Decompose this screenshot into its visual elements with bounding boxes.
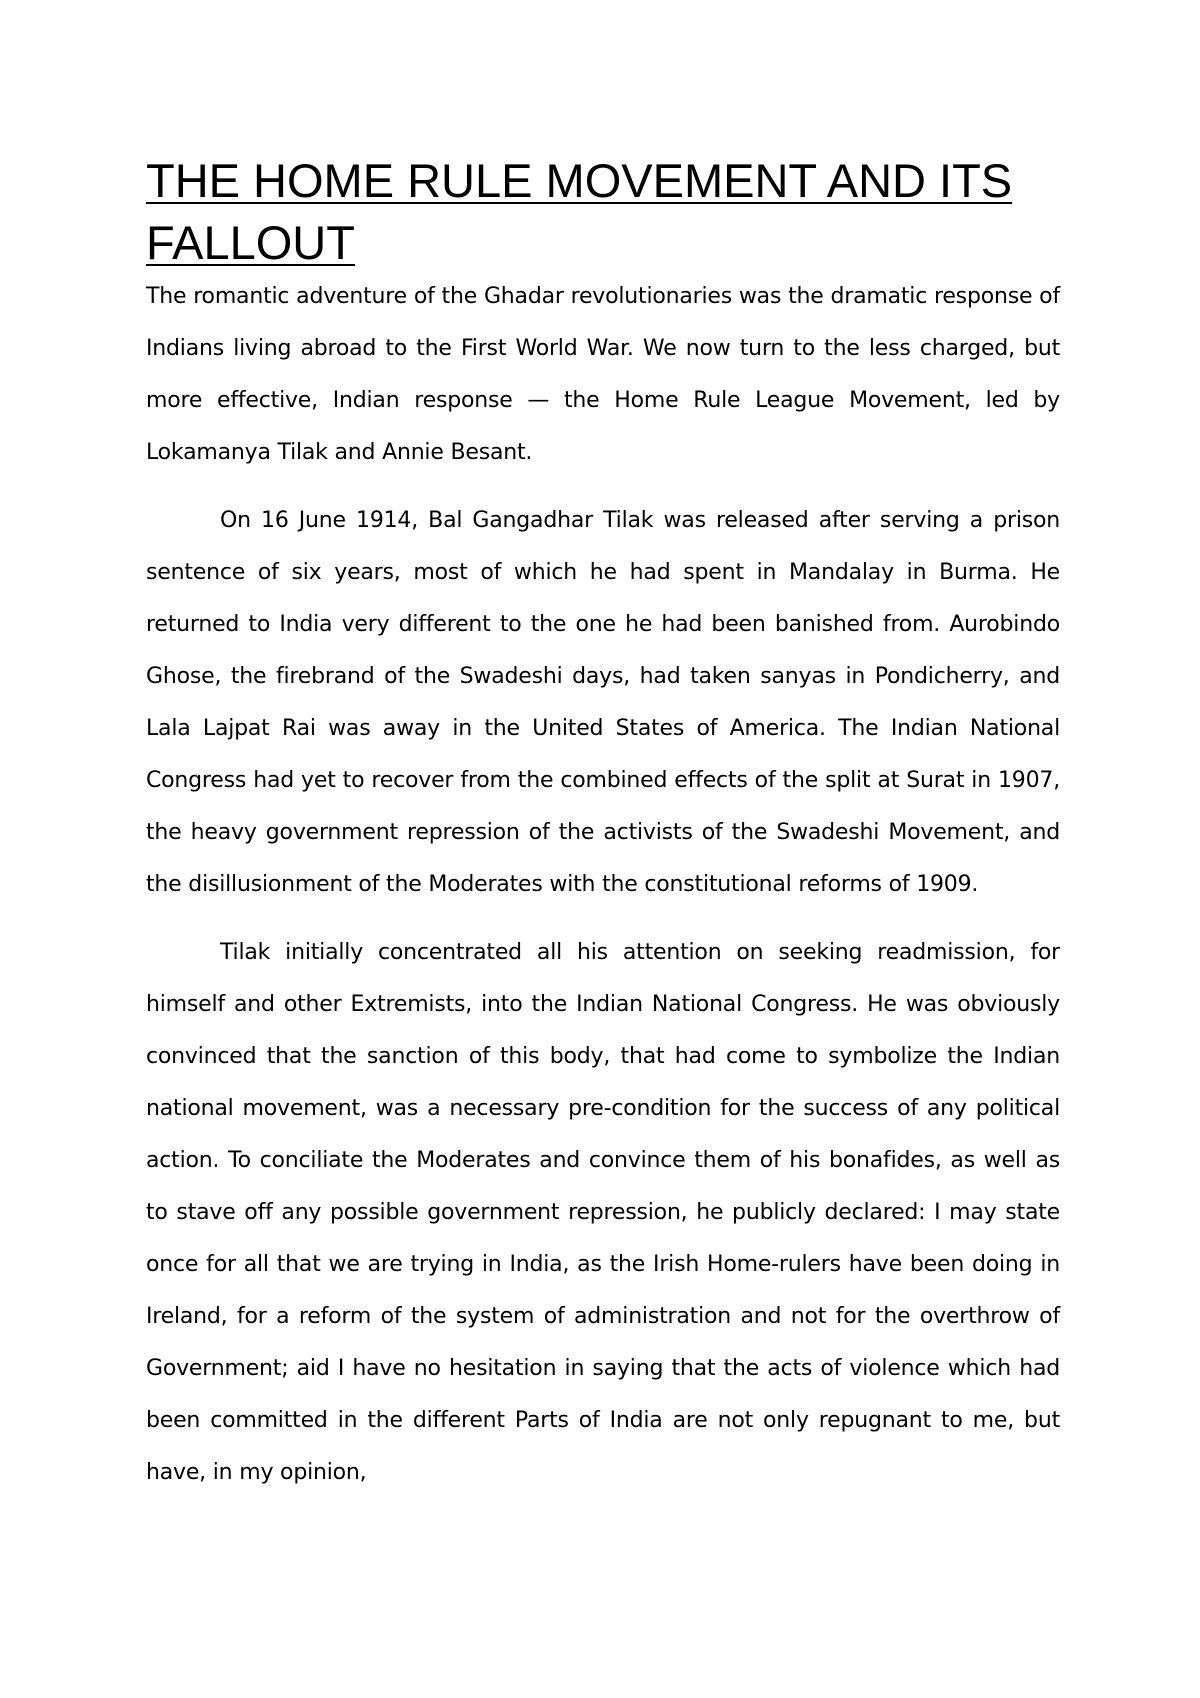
document-body [146, 150, 1060, 1515]
document-title: THE HOME RULE MOVEMENT AND ITS FALLOUT [146, 154, 1013, 269]
paragraph-tilak-readmission: Tilak initially concentrated all his attention on seeking readmission, for himself and other Extremists, into the Indian National Congress. He was obviously convinced that the sanction of this body, that had come to symbolize the Indian national movement, was a necessary pre-condition for the success of any political action. To conciliate the Moderates and convince them of his bonafides, as well as to stave off any possible government repression, he publicly declared: I may state once for all that we are trying in India, as the Irish Home-rulers have been doing in Ireland, for a reform of the system of administration and not for the overthrow of Government; aid I have no hesitation in saying that the acts of violence which had been committed in the different Parts of India are not only repugnant to me, but have, in my opinion, [146, 940, 1060, 1485]
paragraph-intro: The romantic adventure of the Ghadar revolutionaries was the dramatic response of Indians living abroad to the First World War. We now turn to the less charged, but more effective, Indian response — the Home Rule League Movement, led by Lokamanya Tilak and Annie Besant. [146, 284, 1060, 465]
paragraph-tilak-release: On 16 June 1914, Bal Gangadhar Tilak was released after serving a prison sentence of six years, most of which he had spent in Mandalay in Burma. He returned to India very different to the one he had been banished from. Aurobindo Ghose, the firebrand of the Swadeshi days, had taken sanyas in Pondicherry, and Lala Lajpat Rai was away in the United States of America. The Indian National Congress had yet to recover from the combined effects of the split at Surat in 1907, the heavy government repression of the activists of the Swadeshi Movement, and the disillusionment of the Moderates with the constitutional reforms of 1909. [146, 508, 1060, 897]
